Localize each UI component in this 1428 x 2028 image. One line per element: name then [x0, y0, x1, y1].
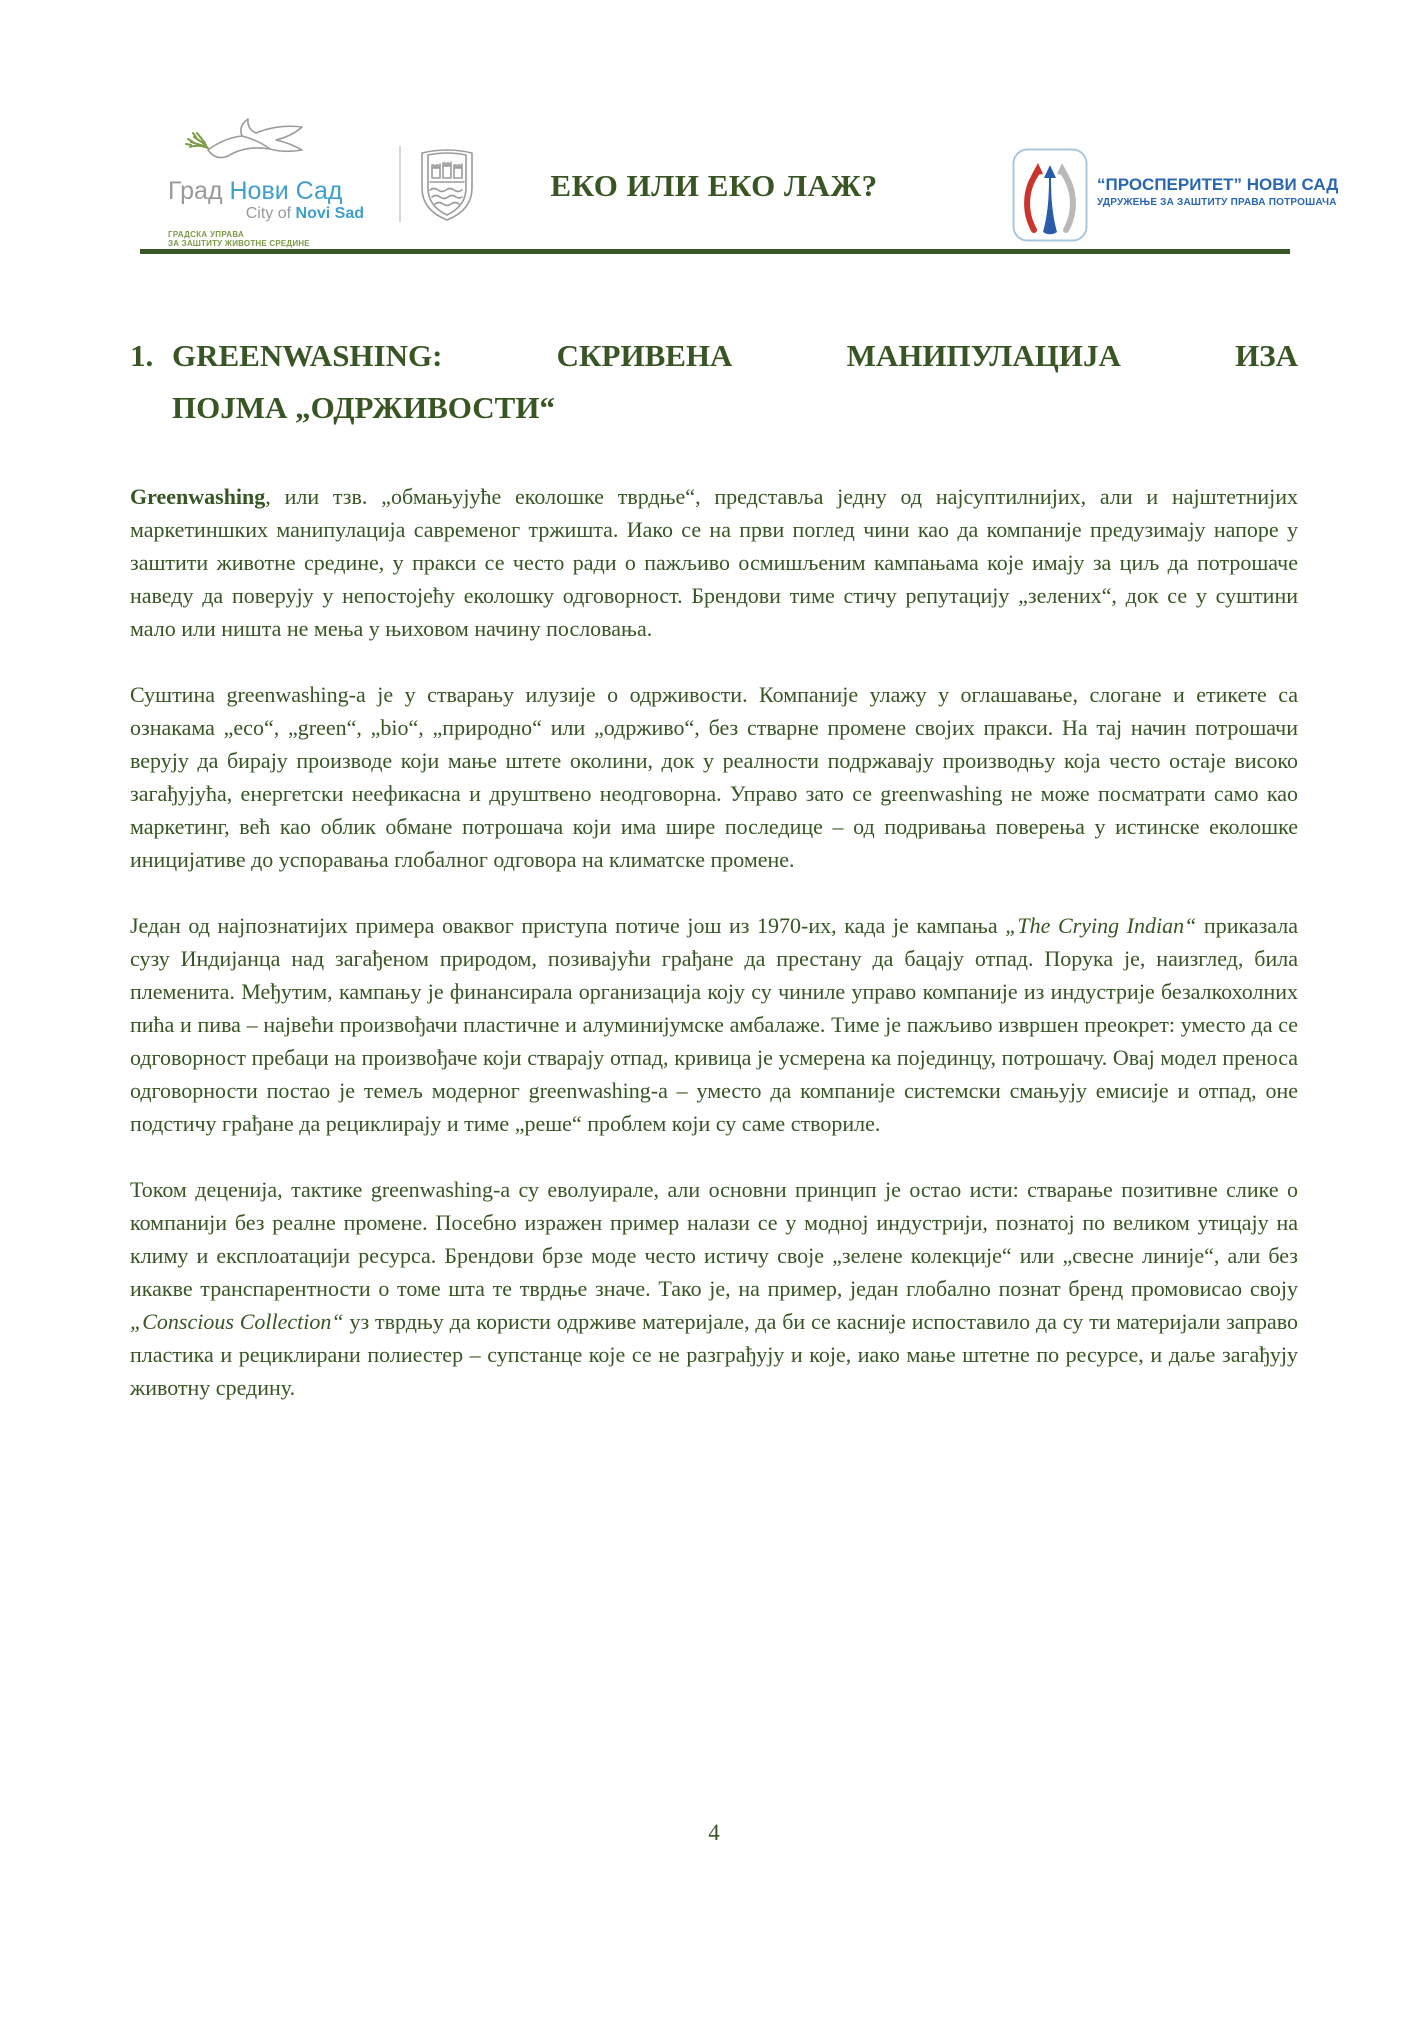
city-of-novi-sad-logo [168, 114, 368, 248]
body-paragraphs [130, 480, 1298, 1404]
text-run: „Conscious Collection“ [130, 1309, 344, 1334]
section-title-line2: ПОЈМА „ОДРЖИВОСТИ“ [172, 390, 555, 425]
section-title-line1: GREENWASHING: СКРИВЕНА МАНИПУЛАЦИЈА ИЗА [172, 338, 1298, 373]
page-number: 4 [708, 1820, 720, 1845]
section-title [172, 330, 1298, 434]
logo-divider [399, 146, 401, 222]
department-line2: ЗА ЗАШТИТУ ЖИВОТНЕ СРЕДИНЕ [168, 239, 310, 248]
logo-grad-label: Град [168, 177, 223, 205]
logo-city-of-label: City of [245, 205, 292, 222]
prosperitet-logo [1012, 148, 1338, 242]
department-line1: ГРАДСКА УПРАВА [168, 230, 245, 239]
text-run: Суштина greenwashing-a је у стварању илузије о одрживости. Компаније улажу у оглашавање, слогане и етикете са ознакама „eco“, „green“, „bio“, „природно“ или „одрживо“, без стварне промене својих пракси. На тај начин потрошачи верују да бирају производе који мање штете околини, док у реалности подржавају производњу која често остаје високо загађујућа, енергетски неефикасна и друштвено неодговорна. Управо зато се greenwashing не може посматрати само као маркетинг, већ као облик обмане потрошача који има шире последице – од подривања поверења у истинске еколошке иницијативе до успоравања глобалног одговора на климатске промене. [130, 682, 1298, 872]
paragraph [130, 678, 1298, 876]
document-body [130, 330, 1298, 1437]
logo-novi-sad-en-label: Novi Sad [295, 205, 364, 222]
section-heading [130, 330, 1298, 434]
paragraph [130, 909, 1298, 1140]
logo-novi-sad-label: Нови Сад [229, 177, 343, 205]
header-rule [140, 249, 1290, 254]
document-title: ЕКО ИЛИ ЕКО ЛАЖ? [550, 168, 878, 203]
paragraph [130, 1173, 1298, 1404]
prosperitet-arrows-icon [1012, 148, 1088, 242]
section-number: 1. [130, 338, 154, 373]
text-run: уз тврдњу да користи одрживе материјале, да би се касније испоставило да су ти материјали заправо пластика и рециклирани полиестер – супстанце које се не разграђују и које, иако мање штетне по ресурсе, и даље загађују животну средину. [130, 1309, 1299, 1400]
text-run: приказала сузу Индијанца над загађеном природом, позивајући грађане да престану да бацају отпад. Порука је, наизглед, била племенита. Међутим, кампању је финансирала организација коју су чиниле управо компаније из индустрије безалкохолних пића и пива – највећи произвођачи пластичне и алуминијумске амбалаже. Тиме је пажљиво извршен преокрет: уместо да се одговорност пребаци на произвођаче који стварају отпад, кривица је усмерена ка појединцу, потрошачу. Овај модел преноса одговорности постао је темељ модерног greenwashing-a – уместо да компаније системски смањују емисије и отпад, оне подстичу грађане да рециклирају и тиме „реше“ проблем који су саме створиле. [130, 913, 1298, 1136]
text-run: Један од најпознатијих примера оваквог приступа потиче још из 1970-их, када је кампања [130, 913, 1006, 938]
prosperitet-text [1097, 175, 1338, 208]
dove-olive-branch-icon [184, 114, 334, 176]
logo-name-english [168, 205, 368, 223]
text-run: „The Crying Indian“ [1005, 913, 1197, 938]
prosperitet-name: “ПРОСПЕРИТЕТ” НОВИ САД [1097, 175, 1339, 194]
logo-name-serbian [168, 178, 368, 205]
text-run: , или тзв. „обмањујуће еколошке тврдње“, представља једну од најсуптилнијих, али и најштетнијих маркетиншких манипулација савременог тржишта. Иако се на први поглед чини као да компаније предузимају напоре у заштити животне средине, у пракси се често ради о пажљиво осмишљеним кампањама које имају за циљ да потрошаче наведу да поверују у непостојећу еколошку одговорност. Брендови тиме стичу репутацију „зелених“, док се у суштини мало или ништа не мења у њиховом начину пословања. [130, 484, 1298, 641]
text-run: Током деценија, тактике greenwashing-a су еволуирале, али основни принцип је остао исти: стварање позитивне слике о компанији без реалне промене. Посебно изражен пример налази се у модној индустрији, познатој по великом утицају на климу и експлоатацији ресурса. Брендови брзе моде често истичу своје „зелене колекције“ или „свесне линије“, али без икакве транспарентности о томе шта те тврдње значе. Тако је, на пример, један глобално познат бренд промовисао своју [130, 1177, 1298, 1301]
paragraph [130, 480, 1298, 645]
text-run: Greenwashing [130, 484, 266, 509]
prosperitet-subtitle: УДРУЖЕЊЕ ЗА ЗАШТИТУ ПРАВА ПОТРОШАЧА [1097, 197, 1337, 208]
